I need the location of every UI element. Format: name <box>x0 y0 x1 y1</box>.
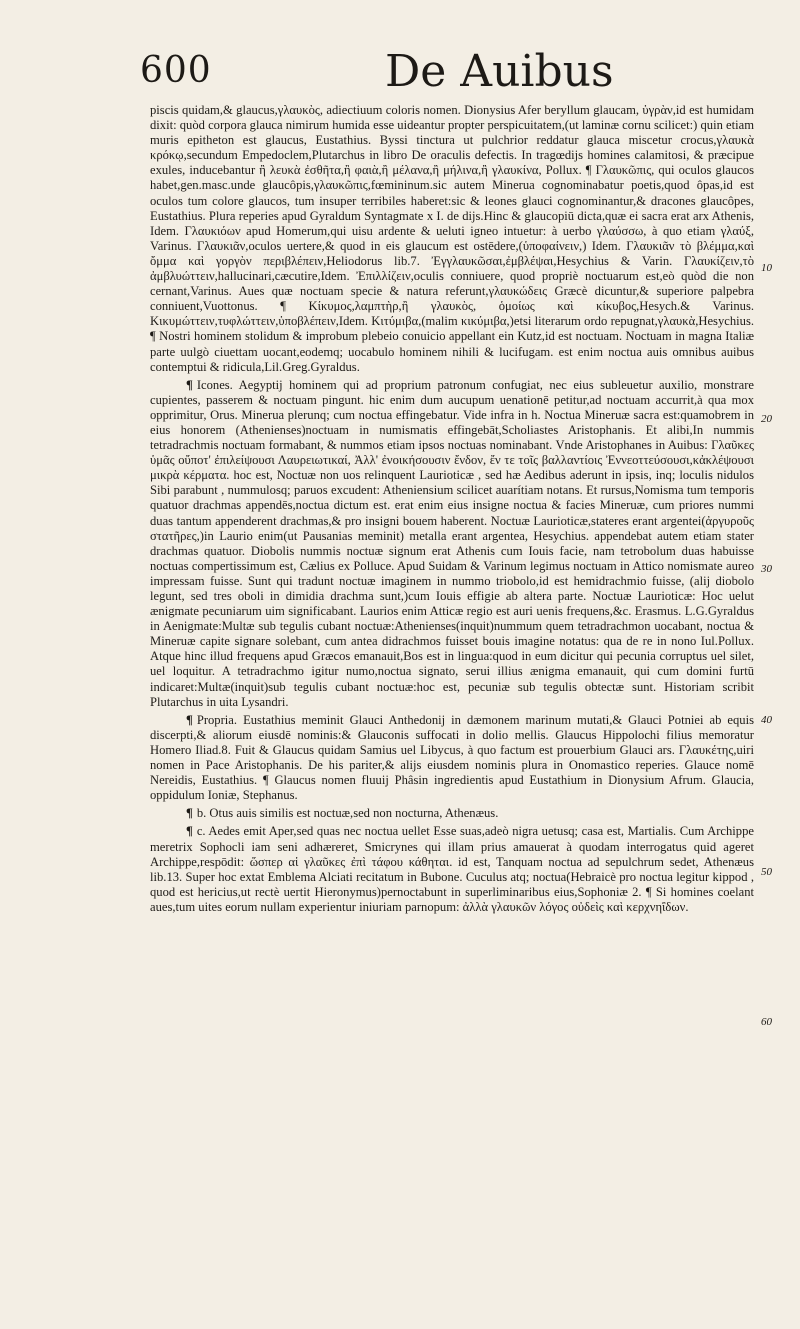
paragraph <box>150 103 754 375</box>
paragraph-text: b. Otus auis similis est noctuæ,sed non nocturna, Athenæus. <box>196 806 499 821</box>
paragraph <box>150 378 754 710</box>
paragraph-text: Propria. Eustathius meminit Glauci Anthedonij in dæmonem marinum mutati,& Glauci Potniei ab equis discerpti,& aliorum eiusdē nominis:& Glauconis suffocati in dolio mellis. Glaucus Hippolochi filius memoratur Homero Iliad.8. Fuit & Glaucus quidam Samius uel Libycus, à quo factum est prouerbium Glauci ars. Γλαυκέτης,uiri nomen in Pace Aristophanis. De his pariter,& alijs eiusdem nominis plura in Onomastico reperies. Glauce nomē Nereidis, Eustathius. ¶ Glaucus nomen fluuij Phâsin ingredientis apud Eustathium in Dionysium Afrum. Glaucia, oppidulum Ioniæ, Stephanus. <box>150 712 754 803</box>
pilcrow-mark: ¶ <box>186 377 193 392</box>
pilcrow-mark: ¶ <box>186 712 193 727</box>
margin-line-number: 50 <box>761 866 772 878</box>
paragraph <box>150 806 754 821</box>
margin-line-number: 30 <box>761 563 772 575</box>
paragraph <box>150 713 754 804</box>
text-body <box>150 103 754 918</box>
margin-line-number: 40 <box>761 714 772 726</box>
pilcrow-mark: ¶ <box>186 806 193 821</box>
margin-line-number: 20 <box>761 413 772 425</box>
paragraph <box>150 824 754 915</box>
paragraph-text: Icones. Aegyptij hominem qui ad proprium patronum confugiat, nec eius subleuetur auxilio, monstrare cupientes, passerem & noctuam pingunt. hic enim dum aucupum uenationē petitur,ad noctuam accurrit,à qua mox opprimitur, Orus. Minerua plerunq; cum noctua effingebatur. Vide infra in h. Noctua Mineruæ sacra est:quamobrem in eius honorem (Athenienses)noctuam in numismatis effingebāt,Scholiastes Aristophanis. Et alibi,In nummis tetradrachmis noctuam formabant, & nummos etiam ipsos noctuas nominabant. Vnde Aristophanes in Auibus: Γλαῦκες ὑμᾶς οὔποτ' ἐπιλείψουσι Λαυρειωτικαί, Ἀλλ' ἐνοικήσουσιν ἔνδον, ἔν τε τοῖς βαλλαντίοις Ἐννεοττεύσουσι,κἀκλέψουσι μικρὰ κέρματα. hoc est, Noctuæ non uos relinquent Laurioticæ , sed hæ Aedibus aderunt in ipsis, inq; loculis nidulos Sibi parabunt , nummulosq; paruos excudent: Atheniensium scilicet auarítiam notans. Et rursus,Nomisma tum temporis quatuor drachmas appendēs,noctua dictum est. erat enim eius insigne noctua & facies Mineruæ, cum priores nummi duas tantum appenderent drachmas,& pro insigni bouem haberent. Noctuæ Laurioticæ,stateres erant argentei(ἀργυροῦς στατῆρες,)in Laurio enim(ut Pausanias meminit) metalla erant argentea, Hesychius. appendebat autem etiam stater drachmas quatuor. Diobolis nummis noctuæ signum erat Athenis cum Iouis facie, nam tetrobolum duas habuisse noctuas compertissimum est, Cælius ex Polluce. Apud Suidam & Varinum legimus noctuam in Attico nomismate aureo impressam fuisse. Sunt qui tradunt noctuæ imaginem in nummo triobolo,id est hemidrachmio fuisse, (alij diobolo legunt, sed tres oboli in dimidia drachma sunt,)cum Iouis effigie ab altera parte. Noctuæ Laurioticæ: Hoc uelut ænigmate pecuniarum uim significabant. Laurios enim Atticæ regio est auri uenis frequens,&c. Erasmus. L.G.Gyraldus in Aenigmate:Multæ sub tegulis cubant noctuæ:Athenienses(inquit)nummum quem tetradrachmon uocabant, noctua & Mineruæ capite signare solebant, cum antea didrachmos fuisset bouis imagine notatus: qua de re in nono Iul.Pollux. Atque hinc illud frequens apud Græcos emanauit,Bos est in lingua:quod in eum dicitur qui pecunia corruptus uel silet, uel loquitur. A tetradrachmo igitur numo,noctua signato, serui illius ænigma emanauit, qui cum domini furtū indicaret:Multæ(inquit)sub tegulis cubant noctuæ:hoc est, pecuniæ sub tegulis obtectæ sunt. Historiam scribit Plutarchus in uita Lysandri. <box>150 377 754 709</box>
pilcrow-mark: ¶ <box>186 824 193 839</box>
page-header <box>140 46 740 100</box>
running-head: De Auibus <box>385 46 614 97</box>
page-number: 600 <box>140 50 212 91</box>
margin-line-number: 60 <box>761 1016 772 1028</box>
paragraph-text: piscis quidam,& glaucus,γλαυκὸς, adiectiuum coloris nomen. Dionysius Afer beryllum glaucam, ὑγρὰν,id est humidam dixit: quòd corpora glauca nimirum humida esse uideantur propter perspicuitatem,(ut laminæ cornu scilicet:) quin etiam muris epitheton est glaucus, Eustathius. Byssi tinctura ut pulchrior reddatur glauca miscetur crocus,γλαυκὰ κρόκῳ,secundum Empedoclem,Plutarchus in libro De oraculis defectis. In tragœdijs homines calamitosi, & præcipue exules, inducebantur ἢ λευκὰ ἐσθῆτα,ἢ φαιὰ,ἢ μέλανα,ἢ μήλινα,ἢ γλαυκίνα, Pollux. ¶ Γλαυκῶπις, qui oculos glaucos habet,gen.masc.unde glaucôpis,γλαυκῶπις,fœmininum.sic autem Minerua cognominabatur poetis,quod ôpas,id est oculos tum colore glaucos, tum insuper terribiles haberet:sic & leones glauci cognominantur,& dracones glaucôpes, Eustathius. Plura reperies apud Gyraldum Syntagmate x I. de dijs.Hinc & glaucopiū dicta,quæ ei sacra erat arx Athenis, Idem. Γλαυκιόων apud Homerum,qui uisu ardente & ueluti igneo intuetur: à uerbo γλαύσσω, à quo etiam γλαύξ, Varinus. Γλαυκιᾶν,oculos uertere,& quod in eis glaucum est ostēdere,(ὑποφαίνειν,) Idem. Γλαυκιᾶν τὸ βλέμμα,καὶ ὄμμα καὶ γοργὸν περιβλέπειν,Heliodorus lib.7. Ἐγγλαυκῶσαι,ἐμβλέψαι,Hesychius & Varin. Γλαυκίζειν,τὸ ἀμβλυώττειν,hallucinari,cæcutire,Idem. Ἐπιλλίζειν,oculis conniuere, quod propriè noctuarum est,eò quòd die non cernant,Varinus. Aues quæ noctuam specie & natura referunt,γλαυκώδεις Græcè dicuntur,& superiore palpebra conniuent,Vuottonus. ¶ Κίκυμος,λαμπτὴρ,ἢ γλαυκὸς, ὁμοίως καὶ κίκυβος,Hesych.& Varinus. Κικυμώττειν,τυφλώττειν,ὑποβλέπειν,Idem. Κιτύμιβα,(malim κικύμιβα,)etsi literarum ordo repugnat,γλαυκὰ,Hesychius. ¶ Nostri hominem stolidum & improbum plebeio conuicio appellant ein Kutz,id est noctuam. Noctuam in magna Italiæ parte uulgò ciuettam uocant,eodemq; uocabulo hominem nihili & lucifugam. est enim noctua auis omnibus auibus contemptui & ridicula,Lil.Greg.Gyraldus. <box>150 103 754 374</box>
margin-line-number: 10 <box>761 262 772 274</box>
paragraph-text: c. Aedes emit Aper,sed quas nec noctua uellet Esse suas,adeò nigra uetusq; casa est, Martialis. Cum Archippe meretrix Sophocli iam seni adhæreret, Smicrynes qui illam prius amauerat à quodam interrogatus quid ageret Archippe,respōdit: ὥσπερ αἱ γλαῦκες ἐπὶ τάφου κάθηται. id est, Tanquam noctua ad sepulchrum sedet, Athenæus lib.13. Super hoc extat Emblema Alciati recitatum in Bubone. Cuculus atq; noctua(Hebraicè pro noctua legitur kippod , quod est hericius,ut rectè uertit Hieronymus)pernoctabunt in superliminaribus eius,Sophoniæ 2. ¶ Si homines coelant aues,tum uites eorum nullam experientur iniuriam parnopum: ἀλλὰ γλαυκῶν λόγος οὐδεὶς καὶ κερχνηΐδων. <box>150 824 754 914</box>
